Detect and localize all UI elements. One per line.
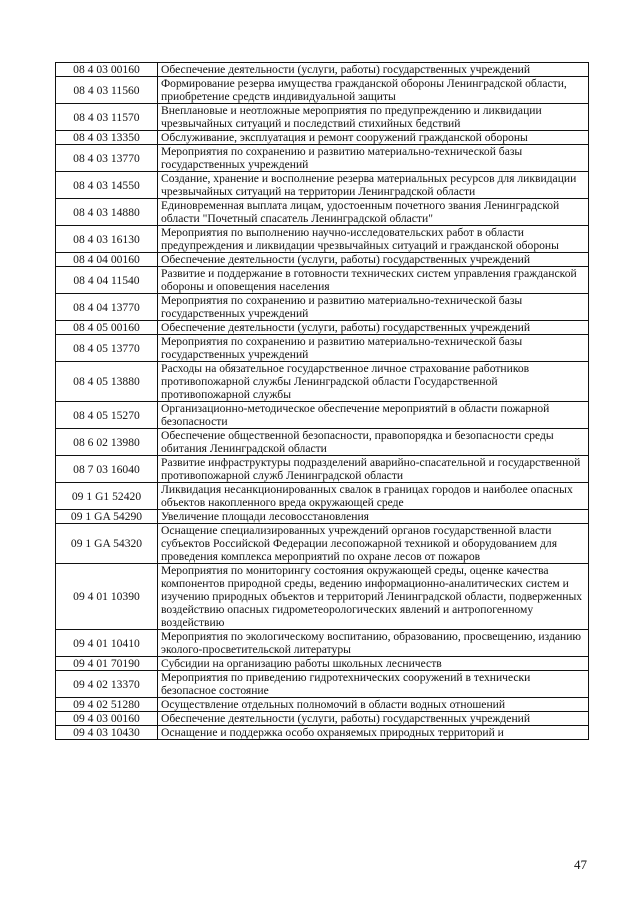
- classification-code: 08 4 03 11560: [56, 77, 158, 104]
- table-row: [56, 294, 589, 321]
- classification-code: 08 4 03 13770: [56, 145, 158, 172]
- table-row: [56, 63, 589, 77]
- classification-code: 09 1 GA 54320: [56, 524, 158, 564]
- classification-code: 09 4 02 51280: [56, 698, 158, 712]
- expense-description: Обслуживание, эксплуатация и ремонт сооружений гражданской обороны: [158, 131, 589, 145]
- table-row: [56, 335, 589, 362]
- classification-code: 08 7 03 16040: [56, 456, 158, 483]
- classification-code: 09 4 01 70190: [56, 657, 158, 671]
- table-row: [56, 402, 589, 429]
- table-row: [56, 267, 589, 294]
- classification-code: 08 4 03 14880: [56, 199, 158, 226]
- expense-description: Мероприятия по приведению гидротехнических сооружений в технически безопасное состояние: [158, 671, 589, 698]
- expense-description: Обеспечение деятельности (услуги, работы) государственных учреждений: [158, 63, 589, 77]
- expense-description: Единовременная выплата лицам, удостоенным почетного звания Ленинградской области "Почетный спасатель Ленинградской области": [158, 199, 589, 226]
- expense-description: Обеспечение общественной безопасности, правопорядка и безопасности среды обитания Ленинградской области: [158, 429, 589, 456]
- expense-description: Развитие и поддержание в готовности технических систем управления гражданской обороны и оповещения населения: [158, 267, 589, 294]
- table-row: [56, 671, 589, 698]
- classification-code: 08 4 03 14550: [56, 172, 158, 199]
- expense-description: Развитие инфраструктуры подразделений аварийно-спасательной и государственной противопожарной служб Ленинградской области: [158, 456, 589, 483]
- table-row: [56, 726, 589, 740]
- expense-description: Расходы на обязательное государственное личное страхование работников противопожарной службы Ленинградской области Государственной противопожарной службы: [158, 362, 589, 402]
- classification-code: 09 4 02 13370: [56, 671, 158, 698]
- page-number: 47: [574, 857, 587, 872]
- table-row: [56, 657, 589, 671]
- table-row: [56, 524, 589, 564]
- expense-description: Субсидии на организацию работы школьных лесничеств: [158, 657, 589, 671]
- table-row: [56, 77, 589, 104]
- expense-description: Увеличение площади лесовосстановления: [158, 510, 589, 524]
- table-row: [56, 104, 589, 131]
- expense-description: Обеспечение деятельности (услуги, работы) государственных учреждений: [158, 253, 589, 267]
- classification-code: 09 4 01 10390: [56, 564, 158, 630]
- table-row: [56, 321, 589, 335]
- classification-code: 09 4 01 10410: [56, 630, 158, 657]
- classification-code: 08 4 03 11570: [56, 104, 158, 131]
- table-row: [56, 131, 589, 145]
- expense-description: Обеспечение деятельности (услуги, работы) государственных учреждений: [158, 712, 589, 726]
- table-row: [56, 226, 589, 253]
- table-row: [56, 483, 589, 510]
- classification-code: 09 4 03 00160: [56, 712, 158, 726]
- expense-description: Мероприятия по экологическому воспитанию, образованию, просвещению, изданию эколого-просветительской литературы: [158, 630, 589, 657]
- classification-code: 08 4 05 13770: [56, 335, 158, 362]
- expense-description: Обеспечение деятельности (услуги, работы) государственных учреждений: [158, 321, 589, 335]
- expense-description: Ликвидация несанкционированных свалок в границах городов и наиболее опасных объектов накопленного вреда окружающей среде: [158, 483, 589, 510]
- table-row: [56, 564, 589, 630]
- table-body: [56, 63, 589, 740]
- expense-description: Внеплановые и неотложные мероприятия по предупреждению и ликвидации чрезвычайных ситуаций и последствий стихийных бедствий: [158, 104, 589, 131]
- expense-description: Оснащение специализированных учреждений органов государственной власти субъектов Российской Федерации лесопожарной техникой и оборудованием для проведения комплекса мероприятий по охране лесов от пожаров: [158, 524, 589, 564]
- classification-code: 09 4 03 10430: [56, 726, 158, 740]
- classification-code: 08 4 04 00160: [56, 253, 158, 267]
- classification-code: 08 4 03 16130: [56, 226, 158, 253]
- table-row: [56, 172, 589, 199]
- expense-description: Мероприятия по выполнению научно-исследовательских работ в области предупреждения и ликвидации чрезвычайных ситуаций и гражданской обороны: [158, 226, 589, 253]
- classification-code: 08 4 04 11540: [56, 267, 158, 294]
- table-row: [56, 199, 589, 226]
- expense-description: Мероприятия по сохранению и развитию материально-технической базы государственных учреждений: [158, 335, 589, 362]
- classification-code: 09 1 GA 54290: [56, 510, 158, 524]
- table-row: [56, 630, 589, 657]
- expense-description: Мероприятия по мониторингу состояния окружающей среды, оценке качества компонентов природной среды, ведению информационно-аналитических систем и изучению природных объектов и территорий Ленинградской области, подверженных воздействию опасных гидрометеорологических явлений и антропогенному воздействию: [158, 564, 589, 630]
- classification-code: 08 4 04 13770: [56, 294, 158, 321]
- classification-code: 08 4 03 13350: [56, 131, 158, 145]
- table-row: [56, 698, 589, 712]
- classification-code: 08 4 03 00160: [56, 63, 158, 77]
- table-row: [56, 712, 589, 726]
- table-row: [56, 145, 589, 172]
- expense-description: Мероприятия по сохранению и развитию материально-технической базы государственных учреждений: [158, 145, 589, 172]
- classification-code: 08 4 05 15270: [56, 402, 158, 429]
- classification-code: 08 4 05 00160: [56, 321, 158, 335]
- expense-description: Мероприятия по сохранению и развитию материально-технической базы государственных учреждений: [158, 294, 589, 321]
- expense-description: Оснащение и поддержка особо охраняемых природных территорий и: [158, 726, 589, 740]
- classification-code: 09 1 G1 52420: [56, 483, 158, 510]
- classification-code: 08 6 02 13980: [56, 429, 158, 456]
- budget-codes-table: [55, 62, 589, 740]
- table-row: [56, 456, 589, 483]
- table-row: [56, 362, 589, 402]
- expense-description: Формирование резерва имущества гражданской обороны Ленинградской области, приобретение средств индивидуальной защиты: [158, 77, 589, 104]
- expense-description: Организационно-методическое обеспечение мероприятий в области пожарной безопасности: [158, 402, 589, 429]
- table-row: [56, 510, 589, 524]
- classification-code: 08 4 05 13880: [56, 362, 158, 402]
- table-row: [56, 429, 589, 456]
- expense-description: Осуществление отдельных полномочий в области водных отношений: [158, 698, 589, 712]
- table-row: [56, 253, 589, 267]
- expense-description: Создание, хранение и восполнение резерва материальных ресурсов для ликвидации чрезвычайных ситуаций на территории Ленинградской области: [158, 172, 589, 199]
